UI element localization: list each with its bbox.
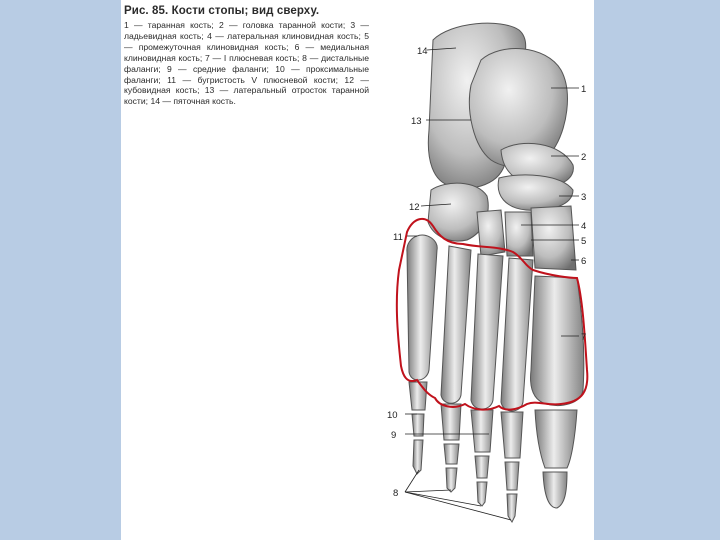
label-5: 5: [581, 236, 587, 247]
label-10: 10: [387, 410, 398, 421]
proximal-phalanx-1: [535, 410, 577, 468]
medial-cuneiform: [531, 206, 576, 270]
distal-phalanx-4: [446, 468, 457, 492]
label-1: 1: [581, 84, 587, 95]
foot-bones-illustration: [121, 0, 594, 540]
label-8: 8: [393, 488, 399, 499]
metatarsal-1: [531, 276, 587, 405]
label-4: 4: [581, 221, 587, 232]
metatarsal-4: [441, 246, 471, 403]
proximal-phalanx-2: [501, 412, 523, 458]
label-12: 12: [409, 202, 420, 213]
proximal-phalanx-3: [471, 410, 493, 452]
proximal-phalanx-4: [441, 404, 461, 440]
middle-phalanx-4: [444, 444, 459, 464]
label-2: 2: [581, 152, 587, 163]
distal-phalanx-3: [477, 482, 487, 506]
label-3: 3: [581, 192, 587, 203]
proximal-phalanx-5: [409, 382, 427, 410]
distal-phalanx-1: [543, 472, 567, 508]
label-14: 14: [417, 46, 428, 57]
intermediate-cuneiform: [505, 212, 533, 256]
label-9: 9: [391, 430, 397, 441]
metatarsal-5: [407, 235, 437, 380]
middle-phalanx-2: [505, 462, 519, 490]
metatarsal-3: [471, 254, 503, 409]
metatarsal-2: [501, 258, 533, 411]
distal-phalanx-2: [507, 494, 517, 522]
label-6: 6: [581, 256, 587, 267]
figure-number: Рис. 85.: [124, 5, 169, 17]
middle-phalanx-5: [412, 414, 424, 436]
document-page: [121, 0, 594, 540]
tarsal-bones: [428, 23, 576, 270]
middle-phalanx-3: [475, 456, 489, 478]
label-13: 13: [411, 116, 422, 127]
label-11: 11: [393, 232, 403, 243]
caption-body: 1 — таранная кость; 2 — головка таранной кости; 3 — ладьевидная кость; 4 — латеральная клиновидная кость; 5 — промежуточная клиновидная кость; 6 — медиальная клиновидная кость; 7 — I плюсневая кость; 8 — дистальные фаланги; 9 — средние фаланги; 10 — проксимальные фаланги; 11 — бугристость V плюсневой кости; 12 — кубовидная кость; 13 — латеральный отросток таранной кости; 14 — пяточная кость.: [124, 20, 369, 107]
figure-title: Кости стопы; вид сверху.: [171, 5, 320, 17]
label-7: 7: [581, 332, 587, 343]
distal-phalanx-5: [413, 440, 423, 474]
